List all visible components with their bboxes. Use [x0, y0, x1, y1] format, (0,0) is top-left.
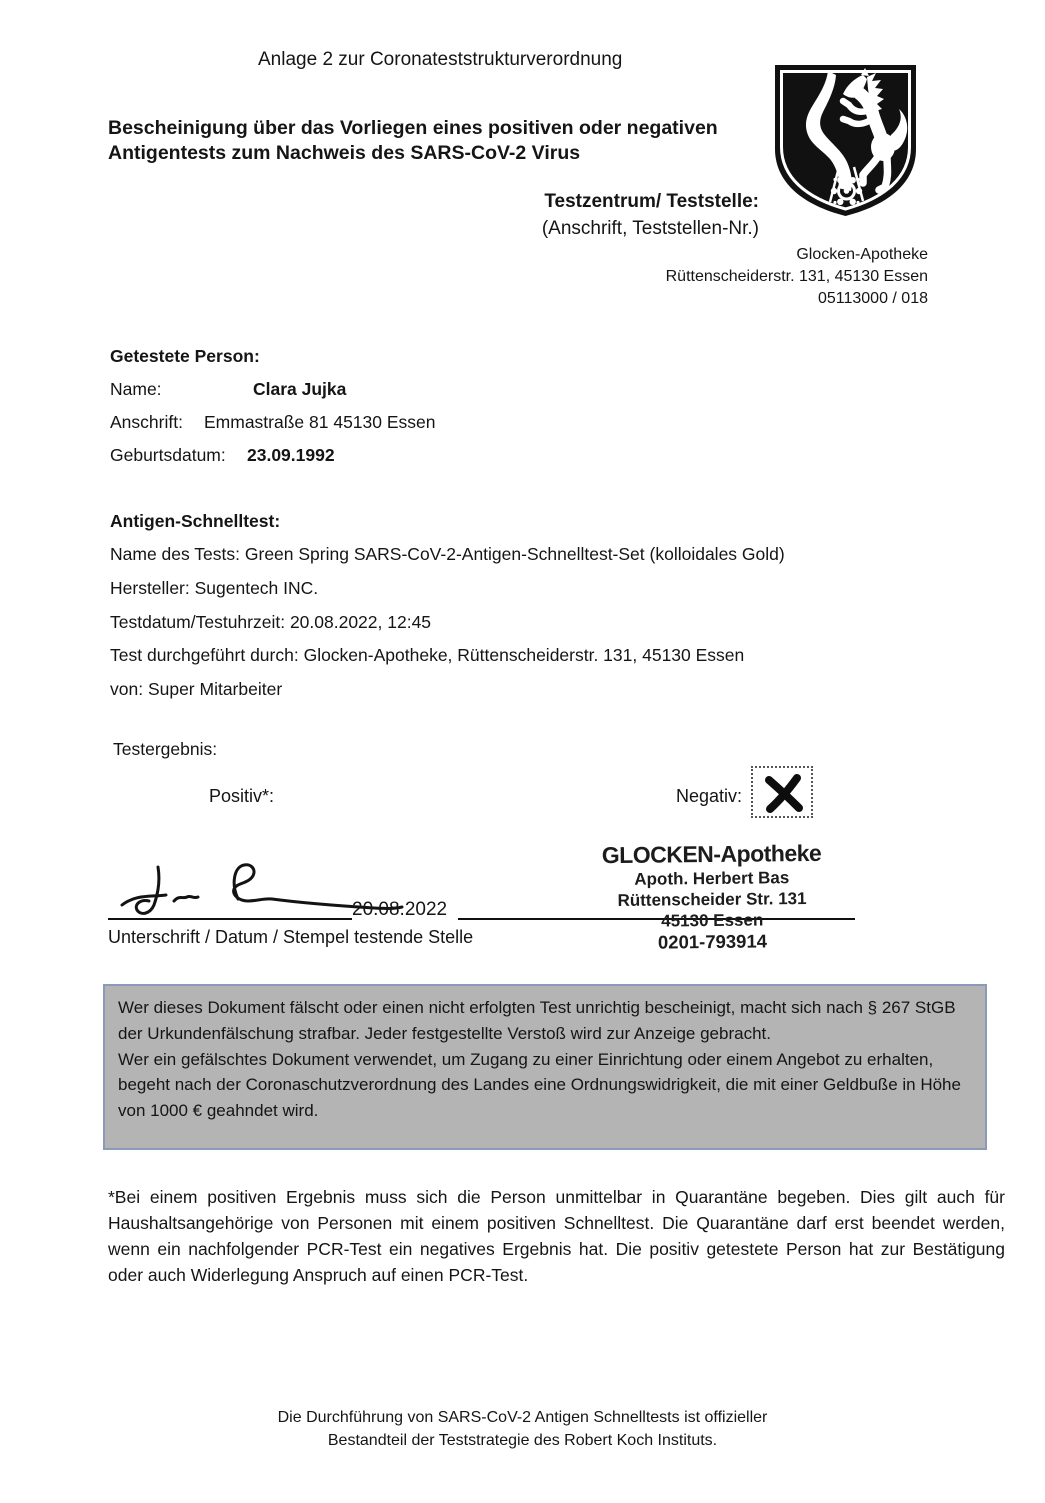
- nrw-coat-of-arms-icon: [773, 63, 918, 219]
- pharmacy-stamp: [591, 840, 832, 955]
- result-positive-label: Positiv*:: [209, 786, 275, 806]
- footer-line-1: Die Durchführung von SARS-CoV-2 Antigen Schnelltests ist offizieller: [277, 1409, 768, 1426]
- test-center-sublabel: (Anschrift, Teststellen-Nr.): [541, 218, 759, 239]
- footer: [0, 1406, 1045, 1452]
- annex-title: Anlage 2 zur Coronateststrukturverordnung: [258, 49, 623, 70]
- test-name-row: Name des Tests: Green Spring SARS-CoV-2-Antigen-Schnelltest-Set (kolloidales Gold): [110, 544, 785, 564]
- person-address-value: Emmastraße 81 45130 Essen: [204, 412, 436, 432]
- warning-paragraph-2: Wer ein gefälschtes Dokument verwendet, um Zugang zu einer Einrichtung oder einem Angebot zu erhalten, begeht nach der Coronaschutzverordnung des Landes eine Ordnungswidrigkeit, die mit einer Geldbuße in Höhe von 1000 € geahndet wird.: [118, 1049, 961, 1121]
- person-address-row: [110, 412, 436, 433]
- person-name-value: Clara Jujka: [253, 379, 347, 399]
- main-heading: [108, 116, 718, 166]
- test-performed-by-row: Test durchgeführt durch: Glocken-Apotheke, Rüttenscheiderstr. 131, 45130 Essen: [110, 645, 745, 665]
- test-center-number: 05113000 / 018: [817, 290, 928, 307]
- test-center-address: [666, 244, 928, 310]
- stamp-street: Rüttenscheider Str. 131: [617, 889, 807, 910]
- signature-date: 20.08.2022: [352, 899, 448, 920]
- main-heading-line-1: Bescheinigung über das Vorliegen eines positiven oder negativen: [108, 117, 718, 139]
- result-section-title: Testergebnis:: [113, 739, 218, 759]
- stamp-phone: 0201-793914: [657, 930, 768, 953]
- test-center-street: Rüttenscheiderstr. 131, 45130 Essen: [665, 268, 928, 285]
- person-name-label: Name:: [110, 379, 162, 399]
- person-address-label: Anschrift:: [110, 412, 183, 432]
- signature-caption: Unterschrift / Datum / Stempel testende Stelle: [108, 927, 474, 947]
- person-name-row: [110, 379, 346, 400]
- test-section-title: Antigen-Schnelltest:: [110, 511, 281, 531]
- stamp-pharmacist: Apoth. Herbert Bas: [634, 868, 790, 889]
- main-heading-line-2: Antigentests zum Nachweis des SARS-CoV-2 Virus: [108, 142, 581, 164]
- test-operator-row: von: Super Mitarbeiter: [110, 679, 283, 699]
- test-center-label: Testzentrum/ Teststelle:: [544, 191, 759, 212]
- test-manufacturer-row: Hersteller: Sugentech INC.: [110, 578, 319, 598]
- stamp-name: GLOCKEN-Apotheke: [601, 839, 822, 869]
- footer-line-2: Bestandteil der Teststrategie des Robert Koch Instituts.: [327, 1432, 718, 1449]
- negative-checkbox[interactable]: [751, 766, 813, 818]
- signature-line: [108, 918, 352, 920]
- person-birthdate-value: 23.09.1992: [247, 445, 335, 465]
- test-center-block: [542, 188, 759, 242]
- test-datetime-row: Testdatum/Testuhrzeit: 20.08.2022, 12:45: [110, 612, 432, 632]
- warning-box: [103, 984, 987, 1150]
- positive-result-footnote: *Bei einem positiven Ergebnis muss sich die Person unmittelbar in Quarantäne begeben. Dies gilt auch für Haushaltsangehörige von Personen mit einem positiven Schnelltest. Die Quarantäne darf erst beendet werden, wenn ein nachfolgender PCR-Test ein negatives Ergebnis hat. Die positiv getestete Person hat zur Bestätigung oder auch Widerlegung Anspruch auf einen PCR-Test.: [108, 1187, 1005, 1285]
- stamp-city: 45130 Essen: [661, 910, 764, 931]
- person-birthdate-row: [110, 445, 335, 466]
- test-center-name: Glocken-Apotheke: [796, 246, 928, 263]
- result-negative-label: Negativ:: [676, 786, 743, 806]
- negative-checkbox-mark: [759, 771, 809, 815]
- person-birthdate-label: Geburtsdatum:: [110, 445, 226, 465]
- person-section-title: Getestete Person:: [110, 346, 260, 366]
- warning-paragraph-1: Wer dieses Dokument fälscht oder einen nicht erfolgten Test unrichtig bescheinigt, macht sich nach § 267 StGB der Urkundenfälschung strafbar. Jeder festgestellte Verstoß wird zur Anzeige gebracht.: [118, 998, 956, 1043]
